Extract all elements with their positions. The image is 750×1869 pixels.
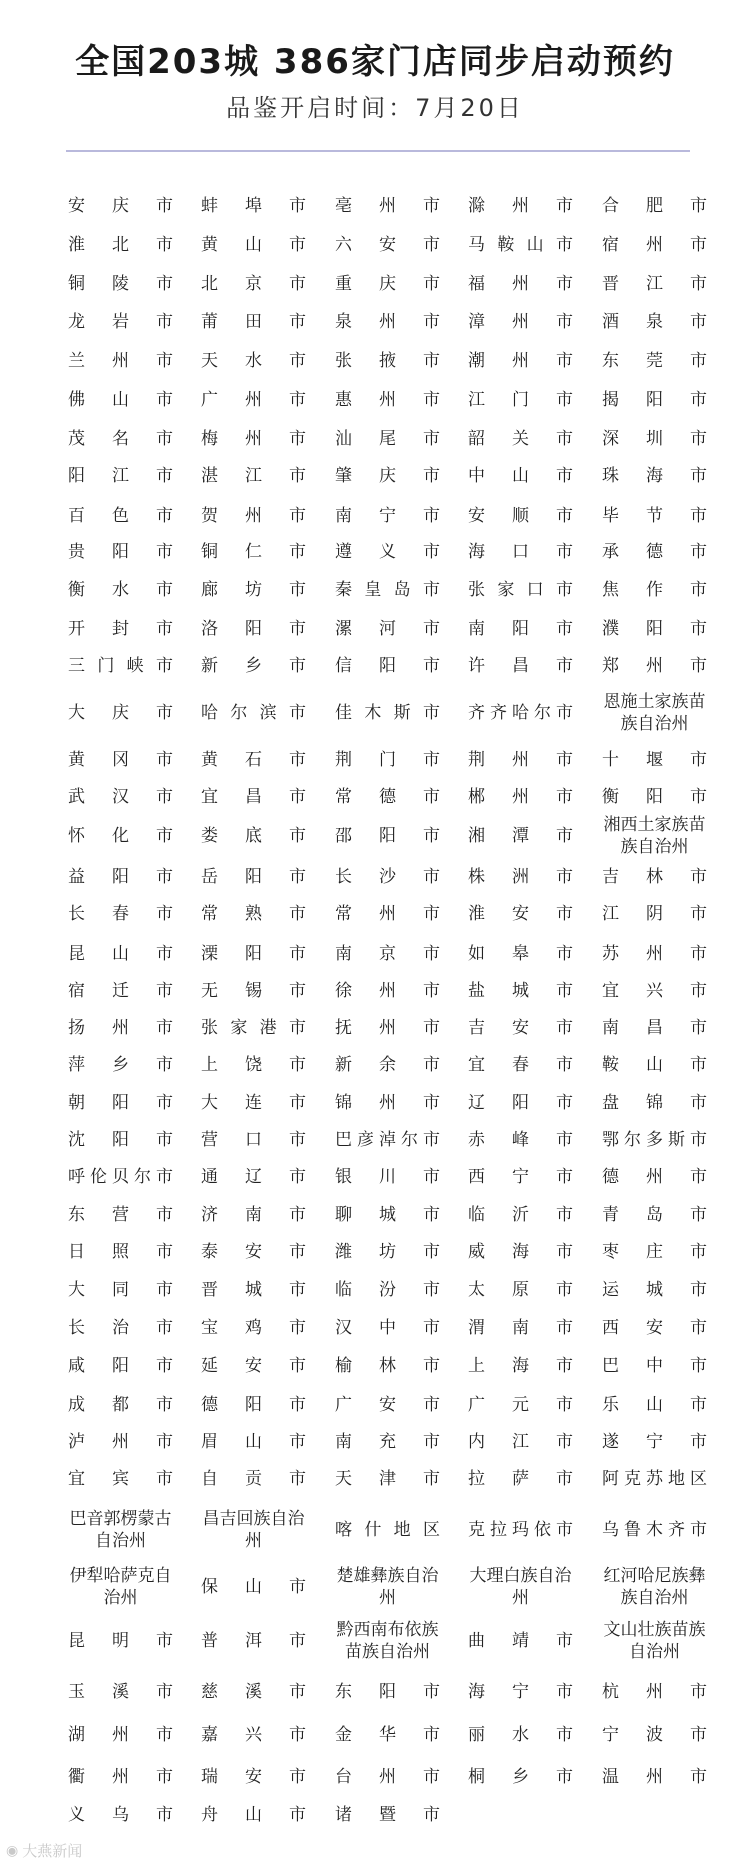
- city-cell: 酒 泉 市: [602, 312, 707, 332]
- city-cell: 吉 林 市: [602, 867, 707, 887]
- city-cell: 泸 州 市: [68, 1432, 173, 1452]
- city-cell: 黄 石 市: [201, 750, 306, 770]
- city-cell: 汕 尾 市: [335, 429, 440, 449]
- city-cell: 德 阳 市: [201, 1395, 306, 1415]
- city-cell: 阿克苏地区: [602, 1469, 707, 1489]
- city-cell: 贵 阳 市: [68, 542, 173, 562]
- city-cell: 德 州 市: [602, 1167, 707, 1187]
- city-cell: 宜 宾 市: [68, 1469, 173, 1489]
- city-cell: 衢 州 市: [68, 1767, 173, 1787]
- city-cell: 眉 山 市: [201, 1432, 306, 1452]
- city-cell: 盐 城 市: [468, 981, 573, 1001]
- city-cell: 运 城 市: [602, 1280, 707, 1300]
- city-cell: 郑 州 市: [602, 656, 707, 676]
- city-cell: 杭 州 市: [602, 1682, 707, 1702]
- city-cell: 保 山 市: [201, 1577, 306, 1597]
- city-cell: 鞍 山 市: [602, 1055, 707, 1075]
- city-cell: 合 肥 市: [602, 196, 707, 216]
- city-cell: 湛 江 市: [201, 466, 306, 486]
- city-cell: 南 京 市: [335, 944, 440, 964]
- city-cell: 宁 波 市: [602, 1725, 707, 1745]
- city-cell: 青 岛 市: [602, 1205, 707, 1225]
- page-subtitle: 品鉴开启时间：7月20日: [226, 94, 524, 122]
- city-cell: 重 庆 市: [335, 274, 440, 294]
- city-cell: 长 治 市: [68, 1318, 173, 1338]
- city-cell: 喀什地区: [335, 1520, 440, 1540]
- page-title: 全国203城 386家门店同步启动预约: [75, 42, 675, 82]
- city-cell: 萍 乡 市: [68, 1055, 173, 1075]
- city-cell: 如 皋 市: [468, 944, 573, 964]
- city-cell: 黄 冈 市: [68, 750, 173, 770]
- city-cell: 西 宁 市: [468, 1167, 573, 1187]
- city-cell: 徐 州 市: [335, 981, 440, 1001]
- city-cell: 太 原 市: [468, 1280, 573, 1300]
- weibo-icon: ◉: [6, 1842, 19, 1859]
- city-cell: 温 州 市: [602, 1767, 707, 1787]
- city-cell: 咸 阳 市: [68, 1356, 173, 1376]
- city-cell: 韶 关 市: [468, 429, 573, 449]
- city-cell: 广 州 市: [201, 390, 306, 410]
- city-cell: 潍 坊 市: [335, 1242, 440, 1262]
- city-cell: 三门峡市: [68, 656, 173, 676]
- city-cell: 焦 作 市: [602, 580, 707, 600]
- city-cell: 肇 庆 市: [335, 466, 440, 486]
- city-cell: 拉 萨 市: [468, 1469, 573, 1489]
- city-cell: 北 京 市: [201, 274, 306, 294]
- city-cell: 信 阳 市: [335, 656, 440, 676]
- city-cell: 廊 坊 市: [201, 580, 306, 600]
- city-cell: 安 顺 市: [468, 506, 573, 526]
- city-cell: 大理白族自治州: [469, 1566, 572, 1608]
- city-cell: 佛 山 市: [68, 390, 173, 410]
- city-cell: 齐齐哈尔市: [468, 703, 573, 723]
- city-cell: 天 水 市: [201, 351, 306, 371]
- city-cell: 乌鲁木齐市: [602, 1520, 707, 1540]
- city-cell: 漯 河 市: [335, 619, 440, 639]
- city-cell: 常 德 市: [335, 787, 440, 807]
- city-cell: 梅 州 市: [201, 429, 306, 449]
- city-cell: 西 安 市: [602, 1318, 707, 1338]
- city-cell: 恩施土家族苗族自治州: [603, 692, 706, 734]
- city-cell: 诸 暨 市: [335, 1805, 440, 1825]
- city-cell: 台 州 市: [335, 1767, 440, 1787]
- city-cell: 榆 林 市: [335, 1356, 440, 1376]
- city-cell: 宝 鸡 市: [201, 1318, 306, 1338]
- city-cell: 克拉玛依市: [468, 1520, 573, 1540]
- city-cell: 潮 州 市: [468, 351, 573, 371]
- city-cell: 普 洱 市: [201, 1631, 306, 1651]
- city-cell: 安 庆 市: [68, 196, 173, 216]
- city-cell: 邵 阳 市: [335, 826, 440, 846]
- city-cell: 威 海 市: [468, 1242, 573, 1262]
- city-cell: 苏 州 市: [602, 944, 707, 964]
- city-cell: 曲 靖 市: [468, 1631, 573, 1651]
- city-cell: 宜 昌 市: [201, 787, 306, 807]
- city-cell: 济 南 市: [201, 1205, 306, 1225]
- city-cell: 丽 水 市: [468, 1725, 573, 1745]
- city-cell: 茂 名 市: [68, 429, 173, 449]
- city-cell: 大 同 市: [68, 1280, 173, 1300]
- city-cell: 荆 门 市: [335, 750, 440, 770]
- city-cell: 嘉 兴 市: [201, 1725, 306, 1745]
- city-cell: 莆 田 市: [201, 312, 306, 332]
- city-cell: 成 都 市: [68, 1395, 173, 1415]
- city-cell: 洛 阳 市: [201, 619, 306, 639]
- city-cell: 怀 化 市: [68, 826, 173, 846]
- city-cell: 乐 山 市: [602, 1395, 707, 1415]
- city-cell: 通 辽 市: [201, 1167, 306, 1187]
- city-cell: 中 山 市: [468, 466, 573, 486]
- city-cell: 东 阳 市: [335, 1682, 440, 1702]
- city-cell: 抚 州 市: [335, 1018, 440, 1038]
- city-cell: 秦皇岛市: [335, 580, 440, 600]
- city-cell: 长 春 市: [68, 904, 173, 924]
- city-cell: 汉 中 市: [335, 1318, 440, 1338]
- city-cell: 沈 阳 市: [68, 1130, 173, 1150]
- city-cell: 淮 北 市: [68, 235, 173, 255]
- city-cell: 舟 山 市: [201, 1805, 306, 1825]
- city-cell: 开 封 市: [68, 619, 173, 639]
- city-cell: 荆 州 市: [468, 750, 573, 770]
- city-cell: 广 元 市: [468, 1395, 573, 1415]
- city-cell: 瑞 安 市: [201, 1767, 306, 1787]
- city-cell: 阳 江 市: [68, 466, 173, 486]
- city-cell: 湘 潭 市: [468, 826, 573, 846]
- city-cell: 张家口市: [468, 580, 573, 600]
- city-cell: 南 阳 市: [468, 619, 573, 639]
- city-cell: 内 江 市: [468, 1432, 573, 1452]
- city-cell: 株 洲 市: [468, 867, 573, 887]
- city-cell: 泉 州 市: [335, 312, 440, 332]
- city-cell: 广 安 市: [335, 1395, 440, 1415]
- city-cell: 无 锡 市: [201, 981, 306, 1001]
- city-cell: 上 饶 市: [201, 1055, 306, 1075]
- city-cell: 文山壮族苗族自治州: [603, 1620, 706, 1662]
- city-cell: 亳 州 市: [335, 196, 440, 216]
- watermark-text: 大燕新闻: [22, 1842, 83, 1860]
- city-cell: 佳木斯市: [335, 703, 440, 723]
- city-cell: 深 圳 市: [602, 429, 707, 449]
- city-cell: 营 口 市: [201, 1130, 306, 1150]
- city-cell: 兰 州 市: [68, 351, 173, 371]
- city-cell: 南 充 市: [335, 1432, 440, 1452]
- city-cell: 六 安 市: [335, 235, 440, 255]
- city-cell: 宜 兴 市: [602, 981, 707, 1001]
- city-cell: 张 掖 市: [335, 351, 440, 371]
- city-cell: 淮 安 市: [468, 904, 573, 924]
- city-cell: 溧 阳 市: [201, 944, 306, 964]
- city-cell: 哈尔滨市: [201, 703, 306, 723]
- city-cell: 海 宁 市: [468, 1682, 573, 1702]
- city-cell: 泰 安 市: [201, 1242, 306, 1262]
- city-cell: 珠 海 市: [602, 466, 707, 486]
- city-cell: 蚌 埠 市: [201, 196, 306, 216]
- city-cell: 湖 州 市: [68, 1725, 173, 1745]
- city-cell: 昌吉回族自治州: [202, 1509, 305, 1551]
- city-cell: 衡 阳 市: [602, 787, 707, 807]
- city-cell: 锦 州 市: [335, 1093, 440, 1113]
- city-cell: 福 州 市: [468, 274, 573, 294]
- city-cell: 郴 州 市: [468, 787, 573, 807]
- city-cell: 江 阴 市: [602, 904, 707, 924]
- watermark: [6, 1840, 82, 1861]
- city-cell: 红河哈尼族彝族自治州: [603, 1566, 706, 1608]
- city-cell: 吉 安 市: [468, 1018, 573, 1038]
- city-cell: 楚雄彝族自治州: [336, 1566, 439, 1608]
- city-cell: 鄂尔多斯市: [602, 1130, 707, 1150]
- city-cell: 宿 迁 市: [68, 981, 173, 1001]
- city-cell: 盘 锦 市: [602, 1093, 707, 1113]
- city-cell: 巴 中 市: [602, 1356, 707, 1376]
- city-cell: 益 阳 市: [68, 867, 173, 887]
- city-cell: 呼伦贝尔市: [68, 1167, 173, 1187]
- city-cell: 延 安 市: [201, 1356, 306, 1376]
- city-cell: 义 乌 市: [68, 1805, 173, 1825]
- city-cell: 马鞍山市: [468, 235, 573, 255]
- city-cell: 银 川 市: [335, 1167, 440, 1187]
- city-cell: 惠 州 市: [335, 390, 440, 410]
- city-cell: 常 熟 市: [201, 904, 306, 924]
- city-cell: 南 昌 市: [602, 1018, 707, 1038]
- city-cell: 遂 宁 市: [602, 1432, 707, 1452]
- city-cell: 遵 义 市: [335, 542, 440, 562]
- city-cell: 昆 明 市: [68, 1631, 173, 1651]
- city-cell: 滁 州 市: [468, 196, 573, 216]
- city-cell: 岳 阳 市: [201, 867, 306, 887]
- city-cell: 常 州 市: [335, 904, 440, 924]
- city-cell: 新 乡 市: [201, 656, 306, 676]
- city-cell: 日 照 市: [68, 1242, 173, 1262]
- city-cell: 海 口 市: [468, 542, 573, 562]
- city-cell: 毕 节 市: [602, 506, 707, 526]
- city-cell: 濮 阳 市: [602, 619, 707, 639]
- city-cell: 大 庆 市: [68, 703, 173, 723]
- city-cell: 临 沂 市: [468, 1205, 573, 1225]
- city-cell: 十 堰 市: [602, 750, 707, 770]
- city-cell: 金 华 市: [335, 1725, 440, 1745]
- city-cell: 贺 州 市: [201, 506, 306, 526]
- city-cell: 晋 城 市: [201, 1280, 306, 1300]
- city-cell: 赤 峰 市: [468, 1130, 573, 1150]
- city-cell: 百 色 市: [68, 506, 173, 526]
- city-cell: 黄 山 市: [201, 235, 306, 255]
- city-cell: 黔西南布依族苗族自治州: [336, 1620, 439, 1662]
- city-cell: 聊 城 市: [335, 1205, 440, 1225]
- city-cell: 渭 南 市: [468, 1318, 573, 1338]
- city-cell: 东 莞 市: [602, 351, 707, 371]
- city-cell: 晋 江 市: [602, 274, 707, 294]
- city-cell: 张家港市: [201, 1018, 306, 1038]
- city-cell: 龙 岩 市: [68, 312, 173, 332]
- city-cell: 枣 庄 市: [602, 1242, 707, 1262]
- city-cell: 承 德 市: [602, 542, 707, 562]
- city-cell: 宜 春 市: [468, 1055, 573, 1075]
- city-cell: 玉 溪 市: [68, 1682, 173, 1702]
- city-cell: 临 汾 市: [335, 1280, 440, 1300]
- city-cell: 东 营 市: [68, 1205, 173, 1225]
- city-cell: 江 门 市: [468, 390, 573, 410]
- city-cell: 武 汉 市: [68, 787, 173, 807]
- city-cell: 巴音郭楞蒙古自治州: [69, 1509, 172, 1551]
- city-cell: 大 连 市: [201, 1093, 306, 1113]
- city-cell: 伊犁哈萨克自治州: [69, 1566, 172, 1608]
- city-cell: 铜 陵 市: [68, 274, 173, 294]
- city-cell: 许 昌 市: [468, 656, 573, 676]
- city-cell: 辽 阳 市: [468, 1093, 573, 1113]
- city-cell: 天 津 市: [335, 1469, 440, 1489]
- city-cell: 湘西土家族苗族自治州: [603, 815, 706, 857]
- city-cell: 揭 阳 市: [602, 390, 707, 410]
- city-cell: 朝 阳 市: [68, 1093, 173, 1113]
- city-cell: 宿 州 市: [602, 235, 707, 255]
- city-cell: 昆 山 市: [68, 944, 173, 964]
- city-cell: 铜 仁 市: [201, 542, 306, 562]
- city-cell: 慈 溪 市: [201, 1682, 306, 1702]
- city-cell: 漳 州 市: [468, 312, 573, 332]
- city-cell: 娄 底 市: [201, 826, 306, 846]
- city-cell: 上 海 市: [468, 1356, 573, 1376]
- city-cell: 巴彦淖尔市: [335, 1130, 440, 1150]
- city-cell: 桐 乡 市: [468, 1767, 573, 1787]
- city-cell: 扬 州 市: [68, 1018, 173, 1038]
- city-cell: 自 贡 市: [201, 1469, 306, 1489]
- city-cell: 南 宁 市: [335, 506, 440, 526]
- city-cell: 衡 水 市: [68, 580, 173, 600]
- city-cell: 长 沙 市: [335, 867, 440, 887]
- city-cell: 新 余 市: [335, 1055, 440, 1075]
